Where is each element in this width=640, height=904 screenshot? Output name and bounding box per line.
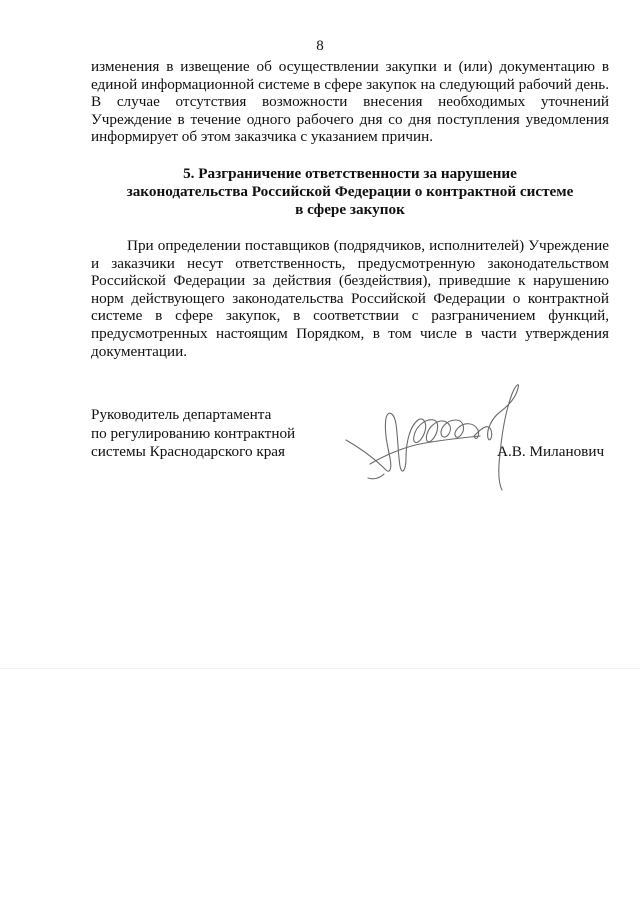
page-number: 8 [316, 38, 324, 54]
section-heading-line: законодательства Российской Федерации о контрактной системе [126, 183, 574, 200]
signer-name: А.В. Миланович [497, 443, 605, 460]
handwritten-signature [340, 378, 540, 498]
section-heading-line: 5. Разграничение ответственности за нарушение [183, 165, 517, 182]
signatory-title [91, 406, 295, 462]
section-paragraph: При определении поставщиков (подрядчиков, исполнителей) Учреждение и заказчики несут ответственность, предусмотренную законодательством Российской Федерации за действия (бездействия), приведшие к нарушению норм действующего законодательства Российской Федерации о контрактной системе в сфере закупок, в соответствии с разграничением функций, предусмотренных настоящим Порядком, в том числе в части утверждения документации. [91, 237, 609, 360]
section-heading [91, 165, 609, 219]
continued-paragraph: изменения в извещение об осуществлении закупки и (или) документацию в единой информационной системе в сфере закупок на следующий рабочий день. В случае отсутствия возможности внесения необходимых уточнений Учреждение в течение одного рабочего дня со дня поступления уведомления информирует об этом заказчика с указанием причин. [91, 58, 609, 146]
signatory-title-line: системы Краснодарского края [91, 443, 286, 460]
section-heading-line: в сфере закупок [295, 201, 405, 218]
signatory-title-line: по регулированию контрактной [91, 424, 296, 442]
signatory-title-line: Руководитель департамента [91, 406, 272, 423]
scan-divider [0, 668, 640, 669]
